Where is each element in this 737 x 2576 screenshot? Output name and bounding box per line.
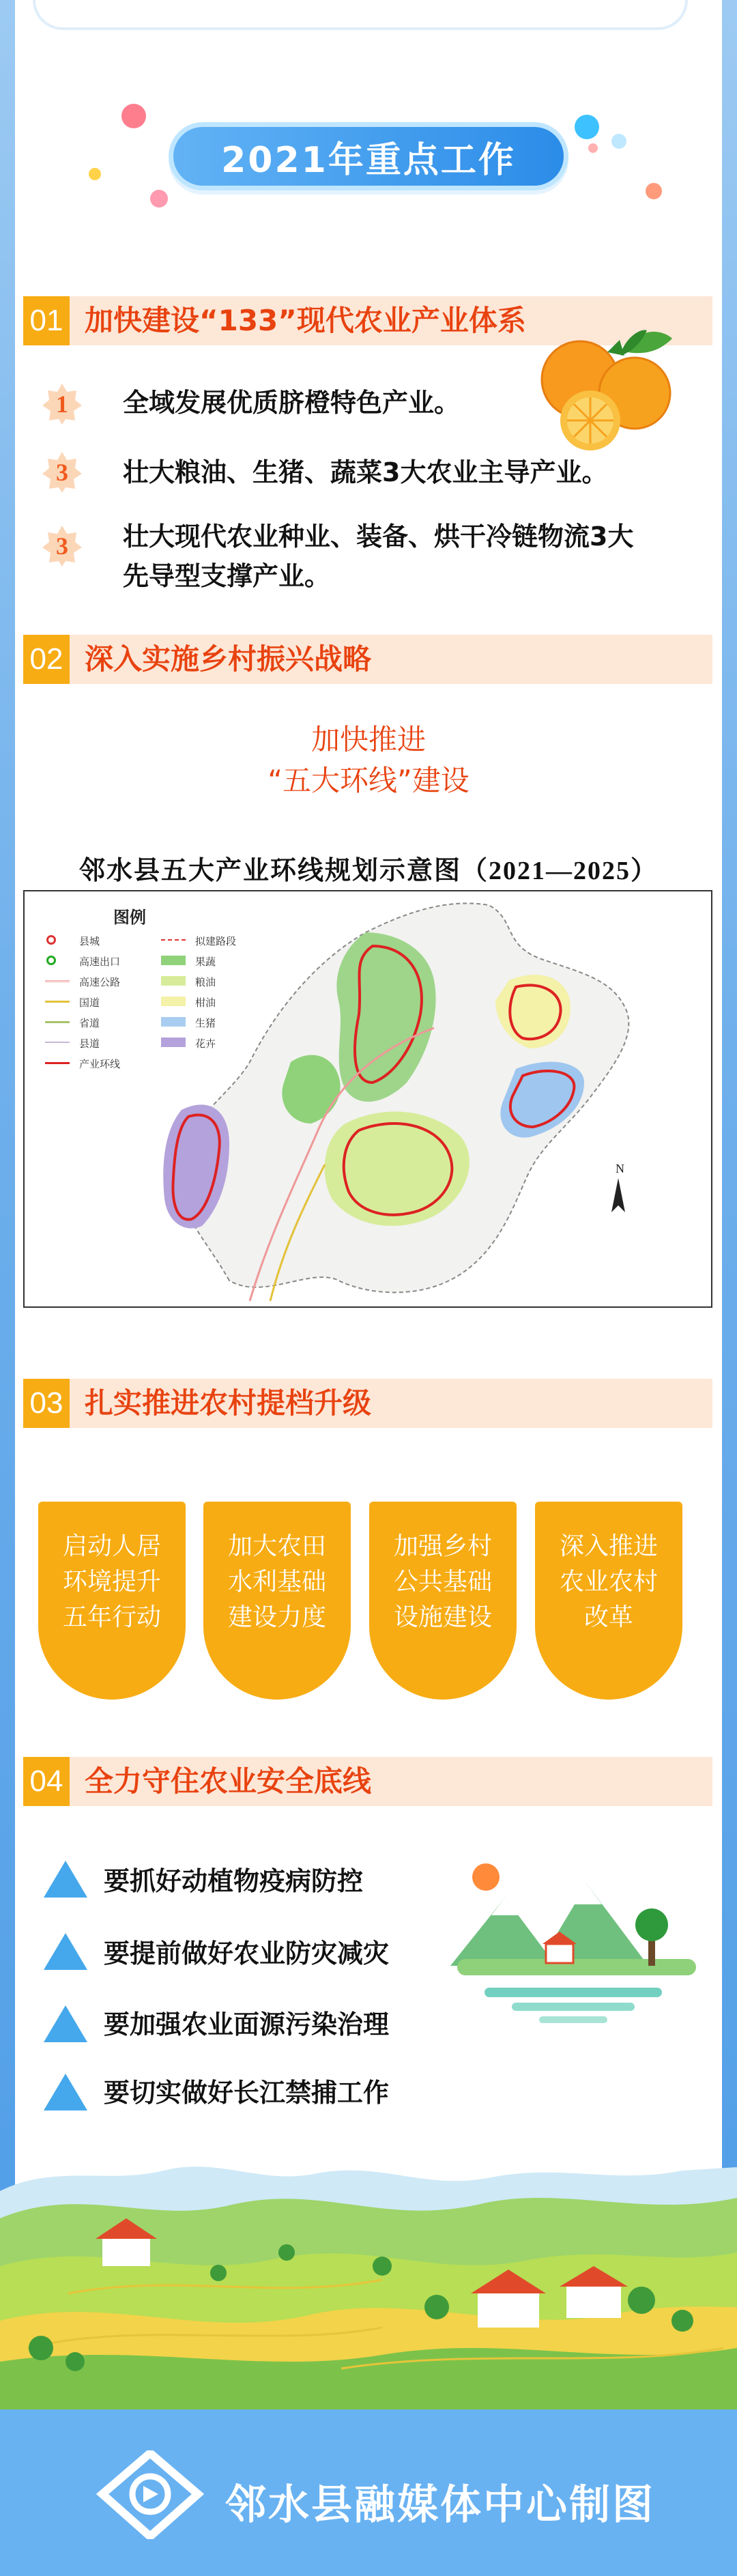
legend-label: 拟建路段 [195,935,237,947]
s4-item-1: 要抓好动植物疫病防控 [104,1866,364,1896]
top-card-edge [33,0,688,30]
section-02-bar [23,635,712,684]
legend-label: 高速出口 [79,956,121,968]
badge-number: 1 [56,390,68,418]
card-line: 水利基础 [227,1568,326,1596]
card-line: 公共基础 [393,1568,492,1596]
legend-label: 省道 [79,1017,100,1029]
section-number: 03 [23,1379,70,1428]
section-03-bar [23,1379,712,1428]
s2-red-line-1: 加快推进 [310,723,426,756]
card-line: 五年行动 [62,1603,161,1631]
badge-3-icon [41,450,83,494]
svg-text:N: N [616,1162,624,1175]
badge-3-icon [41,524,83,568]
year-banner [169,122,568,190]
banner-title: 2021年重点工作 [221,139,516,181]
legend-label: 粮油 [195,976,216,988]
triangle-bullet-icon [44,1861,87,1898]
decor-dot [611,134,626,149]
legend-label: 县城 [79,935,100,947]
footer-org-name: 邻水县融媒体中心制图 [225,2481,655,2529]
legend-label: 县道 [79,1037,100,1050]
card-line: 设施建设 [393,1603,492,1631]
map-drawing [25,891,711,1306]
task-card-3 [369,1502,517,1700]
s1-item-1: 全域发展优质脐橙特色产业。 [123,388,461,418]
section-number: 01 [23,296,70,345]
badge-1-icon [41,382,83,426]
s4-item-4: 要切实做好长江禁捕工作 [104,2078,390,2108]
card-line: 建设力度 [227,1603,326,1631]
s1-item-3-line-2: 先导型支撑产业。 [123,561,331,591]
section-title: 深入实施乡村振兴战略 [85,642,372,676]
map-legend-title: 图例 [113,908,146,927]
map-title: 邻水县五大产业环线规划示意图（2021—2025） [78,857,658,885]
legend-label: 产业环线 [79,1058,121,1070]
triangle-bullet-icon [44,2005,87,2042]
legend-label: 果蔬 [195,956,216,968]
card-line: 加大农田 [227,1532,326,1560]
badge-number: 3 [56,532,68,560]
orange-fruit-icon [525,325,682,455]
section-title: 加快建设“133”现代农业产业体系 [85,304,526,337]
s1-item-3-line-1: 壮大现代农业种业、装备、烘干冷链物流3大 [123,521,634,552]
card-line: 环境提升 [62,1568,161,1596]
planning-map [23,890,712,1308]
section-number: 02 [23,635,70,684]
decor-dot [121,104,146,128]
card-line: 深入推进 [559,1532,658,1560]
decor-dot [89,168,101,180]
s1-item-2: 壮大粮油、生猪、蔬菜3大农业主导产业。 [123,457,608,487]
card-line: 加强乡村 [393,1532,492,1560]
legend-label: 生猪 [195,1017,216,1029]
section-title: 扎实推进农村提档升级 [85,1386,372,1420]
section-04-bar [23,1757,712,1806]
legend-label: 高速公路 [79,976,121,988]
legend-label: 柑油 [195,997,216,1009]
triangle-bullet-icon [44,1933,87,1970]
section-number: 04 [23,1757,70,1806]
task-card-4 [535,1502,682,1700]
card-line: 启动人居 [62,1532,161,1560]
badge-number: 3 [56,459,68,486]
farm-landscape-icon [444,1857,710,2027]
card-line: 改革 [583,1603,633,1631]
section-title: 全力守住农业安全底线 [85,1764,372,1798]
task-card-2 [203,1502,351,1700]
legend-label: 国道 [79,997,100,1009]
s4-item-3: 要加强农业面源污染治理 [104,2009,390,2040]
decor-dot [588,143,598,153]
decor-dot [646,183,662,199]
legend-label: 花卉 [195,1037,216,1050]
decor-dot [575,115,599,139]
media-center-logo-icon [96,2450,205,2539]
task-card-1 [38,1502,186,1700]
decor-dot [150,190,168,207]
s4-item-2: 要提前做好农业防灾减灾 [104,1938,390,1969]
countryside-landscape-illustration [0,2143,737,2416]
card-line: 农业农村 [559,1568,658,1596]
s2-red-line-2: “五大环线”建设 [268,764,469,797]
triangle-bullet-icon [44,2074,87,2110]
